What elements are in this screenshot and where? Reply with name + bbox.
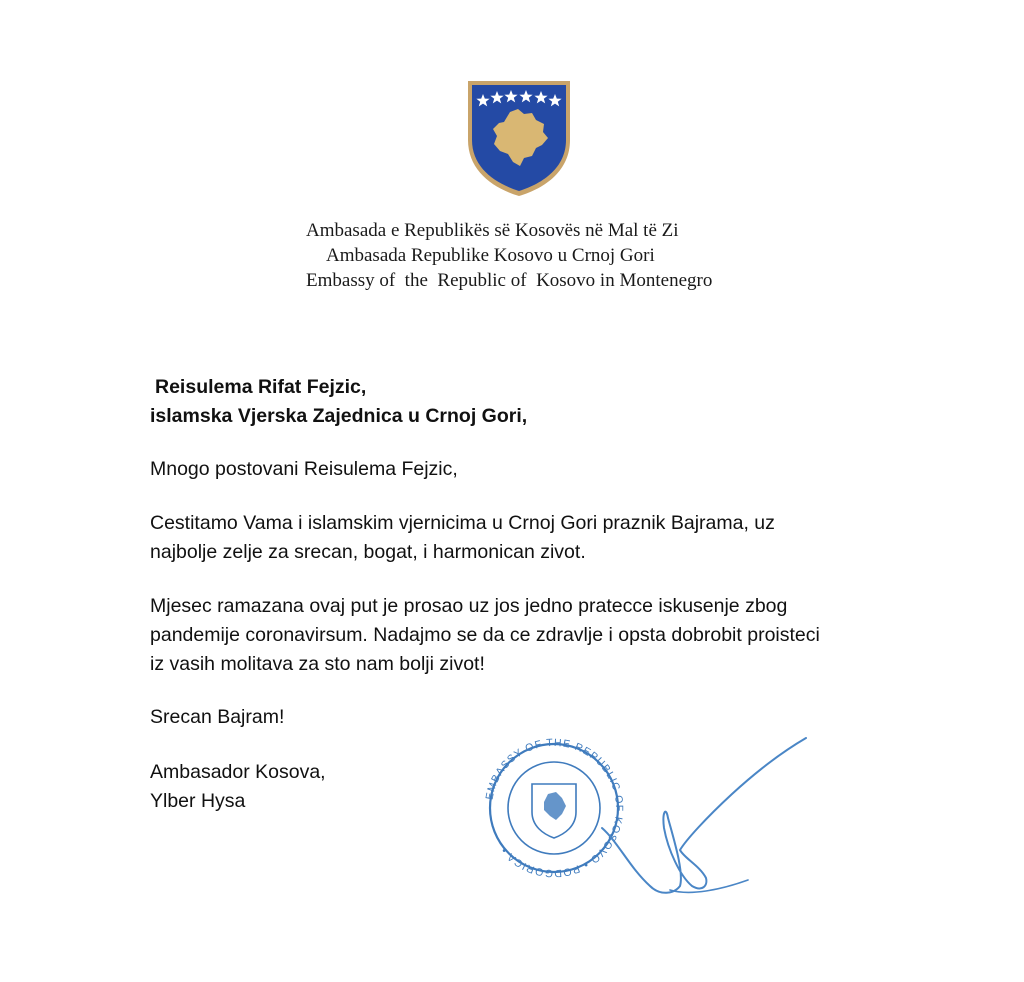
letterhead-english: Embassy of the Republic of Kosovo in Montenegro <box>306 270 713 291</box>
signature-title: Ambasador Kosova, <box>150 761 326 783</box>
paragraph-line: pandemije coronavirsum. Nadajmo se da ce zdravlje i opsta dobrobit proisteci <box>150 624 820 646</box>
letterhead-montenegrin: Ambasada Republike Kosovo u Crnoj Gori <box>326 245 655 266</box>
recipient-organization: islamska Vjerska Zajednica u Crnoj Gori, <box>150 405 528 427</box>
stamp-and-signature <box>470 690 810 910</box>
stamp-ring-text: EMBASSY OF THE REPUBLIC OF KOSOVO • PODGORICA • <box>483 736 626 880</box>
paragraph-line: iz vasih molitava za sto nam bolji zivot! <box>150 653 485 675</box>
recipient-block <box>150 373 890 431</box>
letterhead <box>300 218 800 293</box>
recipient-name: Reisulema Rifat Fejzic, <box>155 376 367 398</box>
kosovo-coat-of-arms-emblem <box>466 78 572 198</box>
paragraph-ramadan <box>150 592 890 679</box>
signature-name: Ylber Hysa <box>150 790 246 812</box>
paragraph-line: Cestitamo Vama i islamskim vjernicima u Crnoj Gori praznik Bajrama, uz <box>150 512 775 534</box>
handwritten-signature <box>602 738 806 893</box>
paragraph-line: najbolje zelje za srecan, bogat, i harmonican zivot. <box>150 541 586 563</box>
paragraph-line: Mjesec ramazana ovaj put je prosao uz jos jedno pratecce iskusenje zbog <box>150 595 788 617</box>
letterhead-albanian: Ambasada e Republikës së Kosovës në Mal të Zi <box>306 220 679 241</box>
salutation: Mnogo postovani Reisulema Fejzic, <box>150 458 458 480</box>
closing-line: Srecan Bajram! <box>150 706 285 728</box>
paragraph-greeting <box>150 509 890 567</box>
